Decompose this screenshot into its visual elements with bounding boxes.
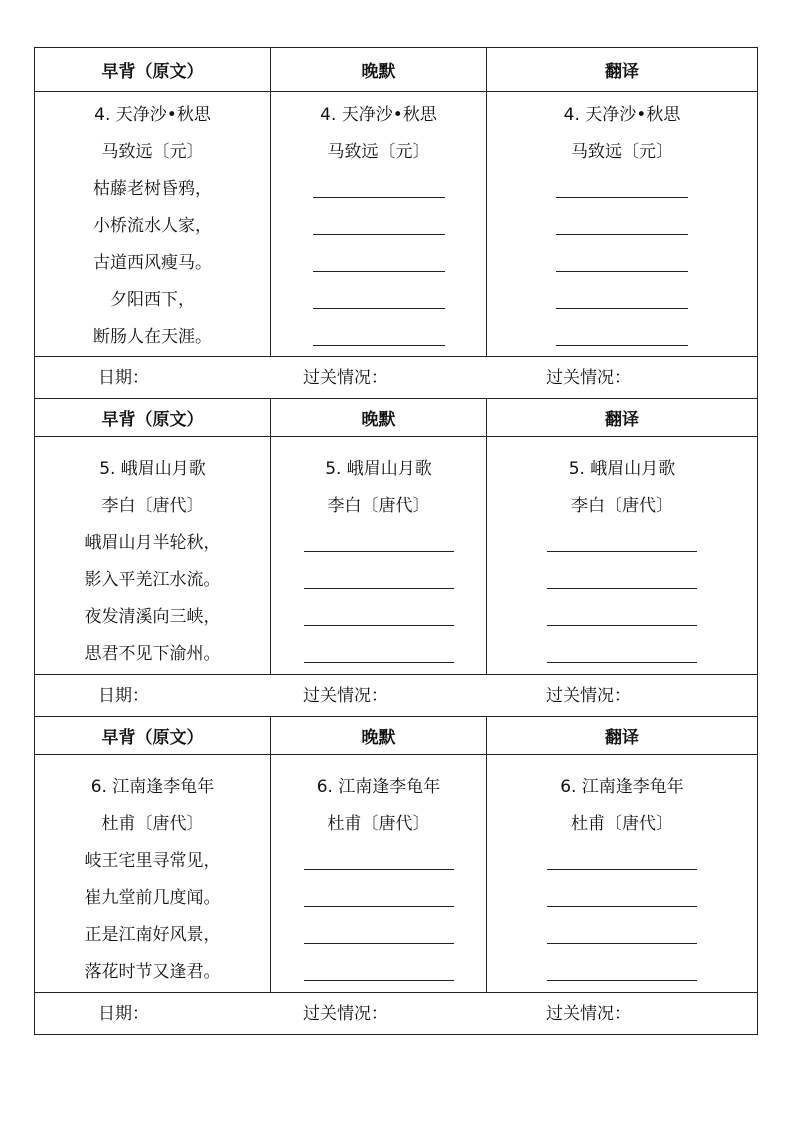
poem-title: 6. 江南逢李龟年 — [90, 777, 215, 797]
answer-blank[interactable] — [547, 880, 697, 917]
header-translation: 翻译 — [605, 728, 639, 748]
answer-blank[interactable] — [313, 171, 445, 208]
poem-line: 断肠人在天涯。 — [93, 327, 212, 347]
answer-blank[interactable] — [304, 636, 454, 673]
section-header — [34, 399, 758, 437]
header-dictation: 晚默 — [271, 399, 487, 436]
answer-blank[interactable] — [556, 208, 688, 245]
poem-line: 影入平羌江水流。 — [84, 570, 221, 590]
date-row — [34, 675, 758, 717]
answer-blank[interactable] — [556, 171, 688, 208]
poem-row — [34, 755, 758, 993]
poem-line: 夜发清溪向三峡， — [84, 607, 221, 627]
poem-title: 5. 峨眉山月歌 — [325, 459, 432, 479]
header-original: 早背（原文） — [35, 399, 271, 436]
answer-blank[interactable] — [304, 599, 454, 636]
answer-blank[interactable] — [313, 282, 445, 319]
translation-column — [487, 437, 757, 674]
date-row — [34, 357, 758, 399]
poem-title: 6. 江南逢李龟年 — [560, 777, 684, 797]
answer-blank[interactable] — [304, 562, 454, 599]
poem-row — [34, 92, 758, 357]
answer-blank[interactable] — [313, 208, 445, 245]
poem-line: 正是江南好风景， — [84, 925, 221, 945]
answer-blank[interactable] — [313, 245, 445, 282]
poem-author: 马致远〔元〕 — [327, 142, 430, 162]
poem-title: 6. 江南逢李龟年 — [316, 777, 441, 797]
poem-line: 枯藤老树昏鸦， — [93, 179, 212, 199]
pass-label: 过关情况： — [303, 368, 388, 388]
poem-section-5 — [34, 399, 758, 717]
pass-label: 过关情况： — [546, 686, 631, 706]
poem-line: 峨眉山月半轮秋， — [84, 533, 221, 553]
pass-label: 过关情况： — [546, 1004, 631, 1024]
answer-blank[interactable] — [547, 599, 697, 636]
dictation-column — [271, 755, 487, 992]
poem-author: 李白〔唐代〕 — [327, 496, 430, 516]
date-row — [34, 993, 758, 1035]
poem-line: 小桥流水人家， — [93, 216, 212, 236]
original-column — [35, 755, 271, 992]
header-original: 早背（原文） — [35, 717, 271, 754]
poem-author: 马致远〔元〕 — [571, 142, 673, 162]
dictation-column — [271, 92, 487, 356]
answer-blank[interactable] — [547, 917, 697, 954]
translation-column — [487, 92, 757, 356]
answer-blank[interactable] — [547, 562, 697, 599]
header-translation: 翻译 — [605, 410, 639, 430]
poem-title: 5. 峨眉山月歌 — [99, 459, 206, 479]
poem-line: 夕阳西下， — [110, 290, 195, 310]
poem-line: 思君不见下渝州。 — [84, 644, 221, 664]
answer-blank[interactable] — [547, 636, 697, 673]
date-label: 日期： — [98, 1004, 149, 1024]
poem-line: 古道西风瘦马。 — [93, 253, 212, 273]
answer-blank[interactable] — [547, 525, 697, 562]
poem-author: 李白〔唐代〕 — [101, 496, 204, 516]
date-label: 日期： — [98, 368, 149, 388]
poem-title: 4. 天净沙•秋思 — [94, 105, 211, 125]
poem-title: 5. 峨眉山月歌 — [568, 459, 676, 479]
header-dictation: 晚默 — [271, 717, 487, 754]
section-header — [34, 48, 758, 92]
pass-label: 过关情况： — [303, 1004, 388, 1024]
poem-section-4 — [34, 48, 758, 399]
answer-blank[interactable] — [304, 954, 454, 991]
poem-title: 4. 天净沙•秋思 — [320, 105, 437, 125]
poem-line: 崔九堂前几度闻。 — [84, 888, 221, 908]
poem-section-6 — [34, 717, 758, 1035]
poem-author: 李白〔唐代〕 — [571, 496, 673, 516]
poem-title: 4. 天净沙•秋思 — [563, 105, 681, 125]
date-label: 日期： — [98, 686, 149, 706]
answer-blank[interactable] — [304, 843, 454, 880]
answer-blank[interactable] — [547, 954, 697, 991]
section-header — [34, 717, 758, 755]
poem-row — [34, 437, 758, 675]
dictation-column — [271, 437, 487, 674]
answer-blank[interactable] — [556, 245, 688, 282]
answer-blank[interactable] — [304, 880, 454, 917]
answer-blank[interactable] — [547, 843, 697, 880]
answer-blank[interactable] — [313, 319, 445, 356]
pass-label: 过关情况： — [303, 686, 388, 706]
poem-line: 落花时节又逢君。 — [84, 962, 221, 982]
header-dictation: 晚默 — [271, 48, 487, 91]
header-translation: 翻译 — [605, 62, 639, 82]
original-column — [35, 437, 271, 674]
translation-column — [487, 755, 757, 992]
poem-author: 马致远〔元〕 — [101, 142, 204, 162]
poem-line: 岐王宅里寻常见， — [84, 851, 221, 871]
poem-author: 杜甫〔唐代〕 — [101, 814, 204, 834]
pass-label: 过关情况： — [546, 368, 631, 388]
answer-blank[interactable] — [304, 917, 454, 954]
poem-author: 杜甫〔唐代〕 — [571, 814, 673, 834]
answer-blank[interactable] — [556, 282, 688, 319]
original-column — [35, 92, 271, 356]
answer-blank[interactable] — [304, 525, 454, 562]
poem-author: 杜甫〔唐代〕 — [327, 814, 430, 834]
answer-blank[interactable] — [556, 319, 688, 356]
recitation-sheet — [34, 47, 758, 1035]
header-original: 早背（原文） — [35, 48, 271, 91]
